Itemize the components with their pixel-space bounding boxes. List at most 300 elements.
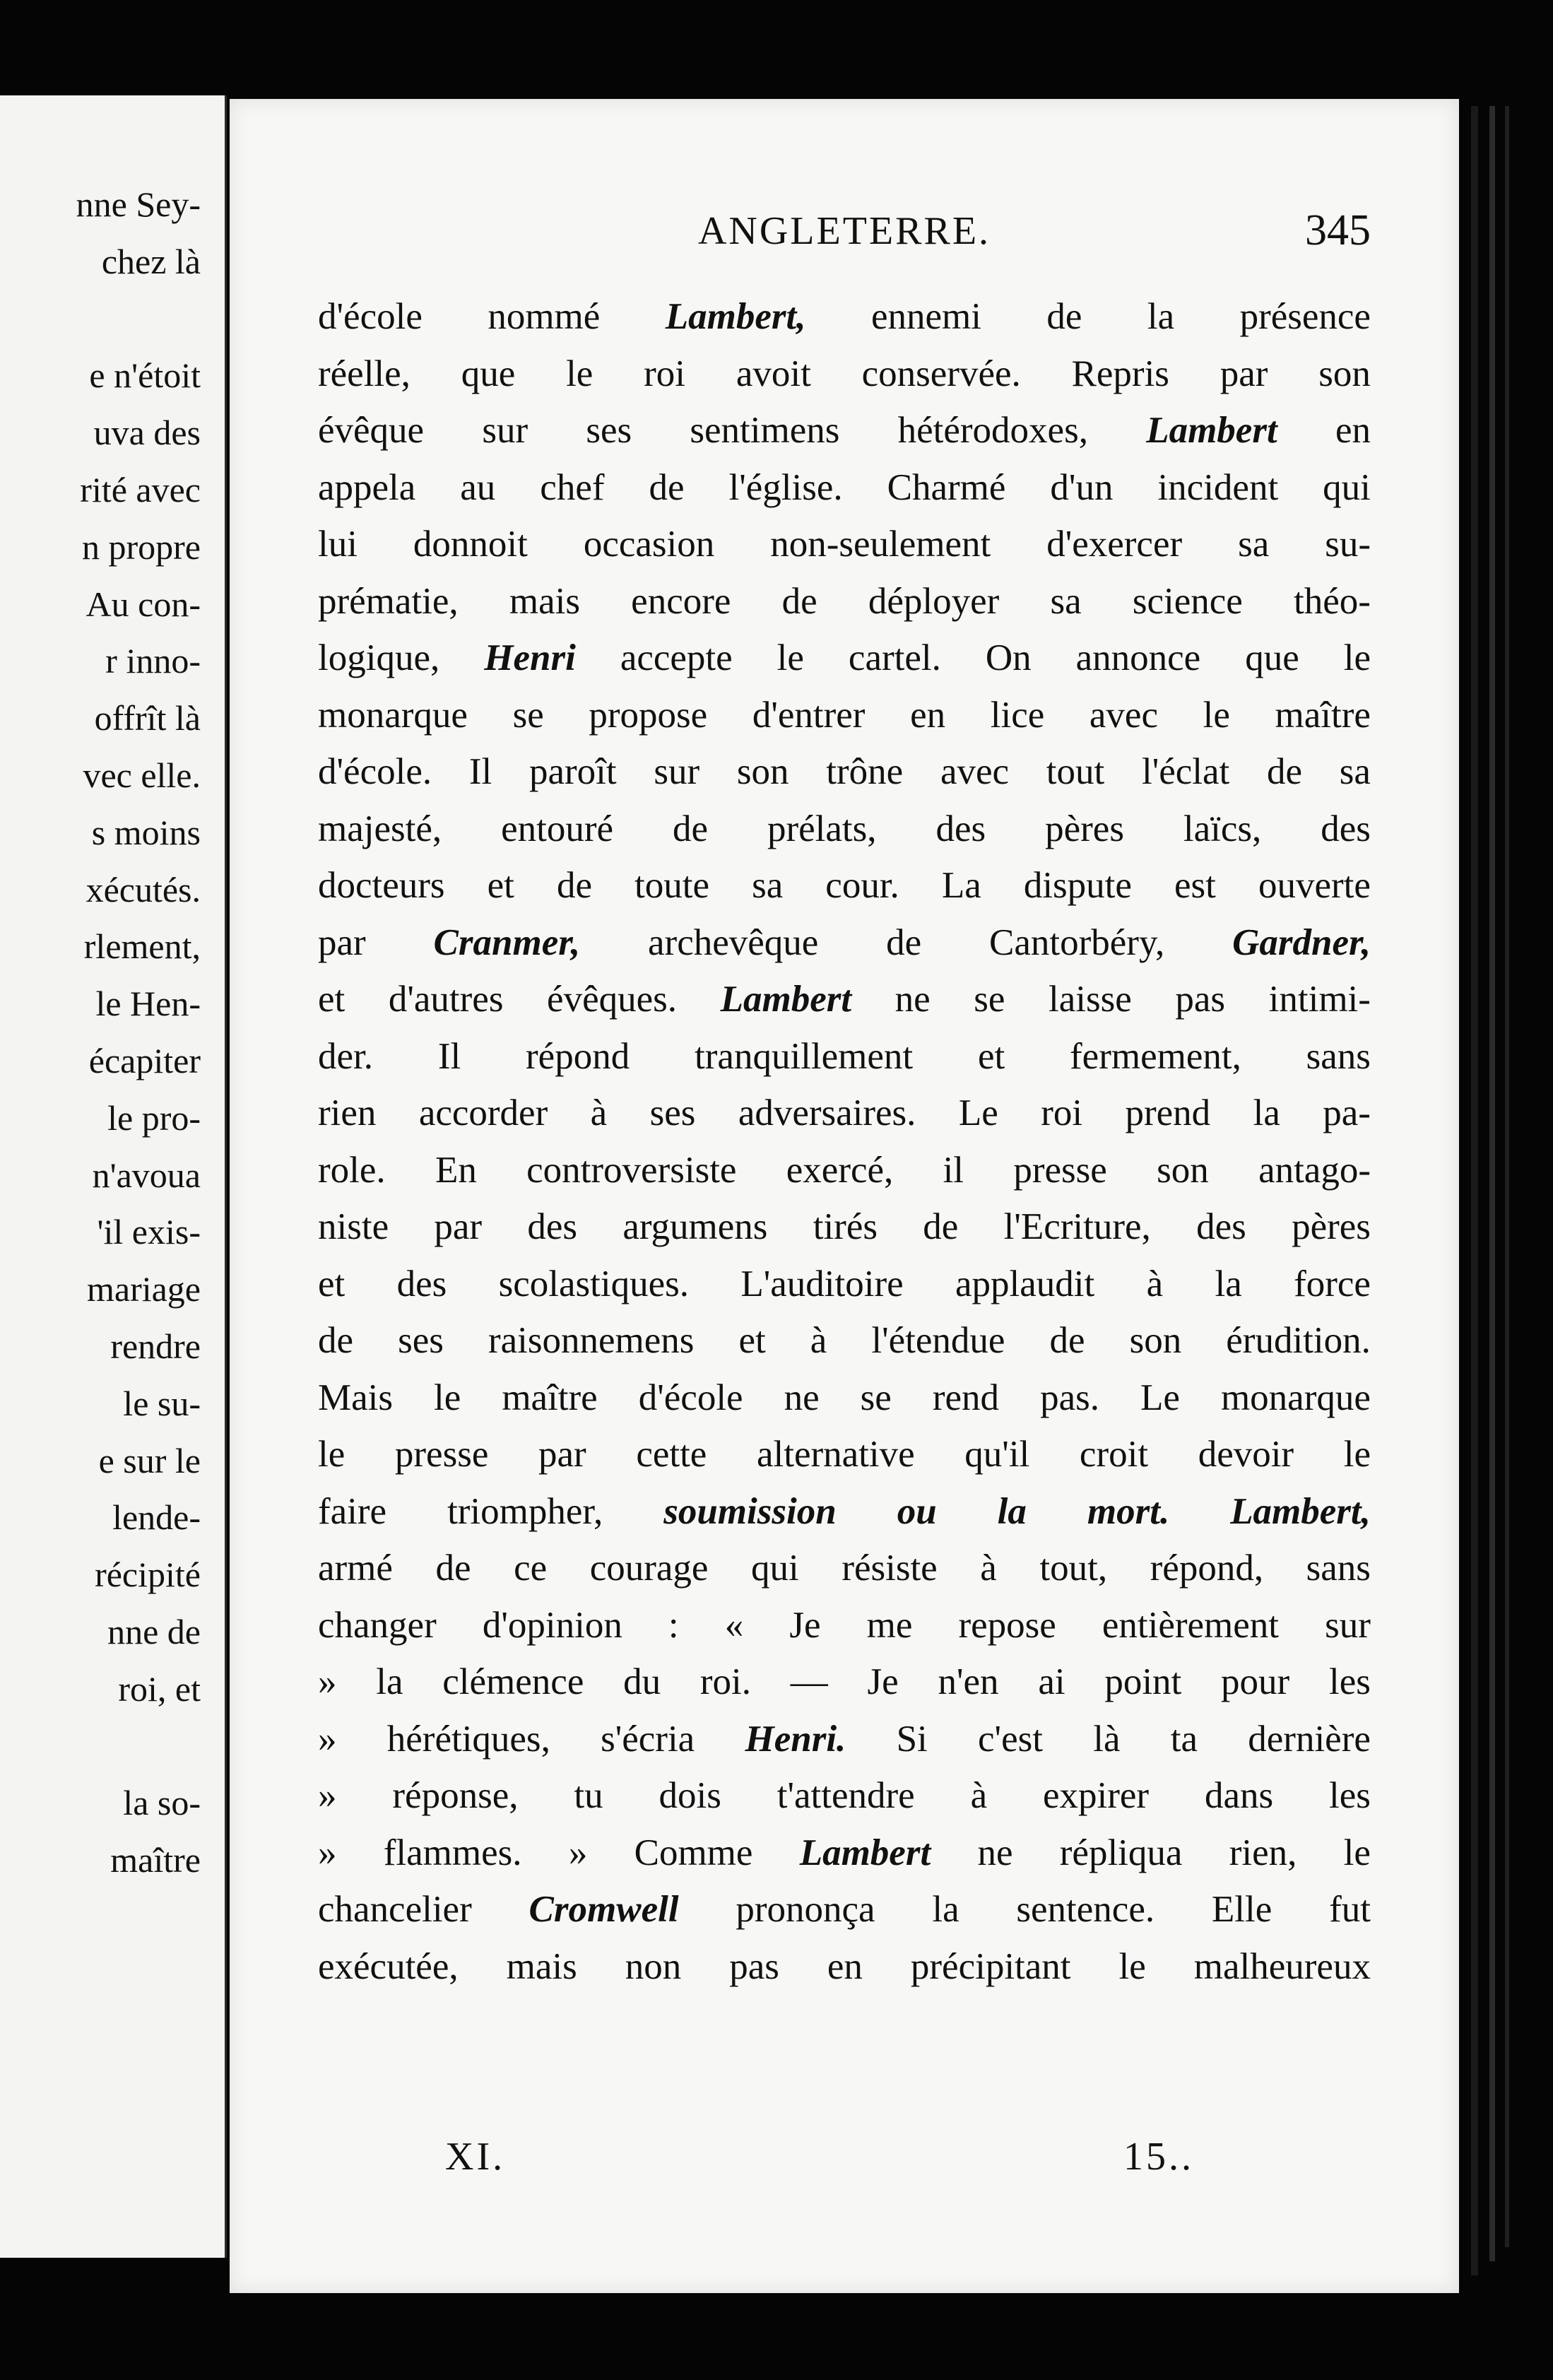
left-page-line: chez là (101, 241, 201, 281)
word: — (790, 1661, 828, 1702)
word: et (487, 865, 514, 906)
word: sa (1339, 751, 1371, 792)
word: par (1220, 353, 1268, 394)
word: dernière (1248, 1718, 1371, 1760)
word: logique, (318, 637, 440, 678)
word: scolastiques. (498, 1263, 689, 1304)
word: flammes. (383, 1832, 522, 1873)
word: ouverte (1258, 865, 1371, 906)
left-page-line: r inno- (105, 641, 201, 681)
word: Charmé (887, 466, 1006, 508)
word: de (1267, 751, 1303, 792)
word: avec (1089, 694, 1158, 736)
word: le (566, 353, 594, 394)
word: me (866, 1604, 913, 1646)
text-line (318, 346, 1371, 403)
text-line (318, 687, 1371, 744)
word: évêque (318, 410, 425, 451)
word: précipitant (910, 1945, 1071, 1987)
text-line (318, 1426, 1371, 1483)
word: maître (1275, 694, 1371, 736)
word: antago- (1258, 1149, 1371, 1191)
word: clémence (442, 1661, 584, 1702)
word: de (673, 808, 709, 849)
text-line (318, 402, 1371, 459)
signature-mark: XI. (445, 2135, 506, 2179)
word: trône (826, 751, 904, 792)
word: ta (1170, 1718, 1198, 1760)
italic-word: Lambert (720, 979, 852, 1020)
word: niste (318, 1206, 389, 1247)
word: ennemi (870, 296, 981, 337)
word: son (736, 751, 789, 792)
italic-word: ou (897, 1490, 937, 1532)
word: exercé, (786, 1149, 894, 1191)
word: se (974, 979, 1005, 1020)
word: à (1146, 1263, 1164, 1304)
left-page-line: xécutés. (85, 869, 201, 909)
left-page-line: e n'étoit (89, 355, 201, 396)
text-line (318, 1198, 1371, 1256)
word: tirés (813, 1206, 878, 1247)
word: de (649, 466, 685, 508)
text-line (318, 743, 1371, 801)
left-page-line: e sur le (98, 1440, 201, 1480)
word: qui (1323, 466, 1371, 508)
italic-word: soumission (663, 1490, 837, 1532)
word: presse (394, 1434, 489, 1475)
running-head: ANGLETERRE. (697, 209, 991, 253)
word: pour (1221, 1661, 1290, 1702)
word: occasion (583, 524, 715, 565)
word: cette (636, 1434, 707, 1475)
word: ses (398, 1320, 444, 1361)
left-page-fragment (0, 95, 227, 2258)
word: le (318, 1434, 346, 1475)
page-edge (1505, 106, 1509, 2247)
text-line (318, 1142, 1371, 1199)
word: l'église. (728, 466, 843, 508)
word: accepte (620, 637, 733, 678)
text-line (318, 914, 1371, 972)
word: tout, (1039, 1548, 1108, 1589)
word: le (1343, 1832, 1371, 1873)
word: courage (589, 1548, 709, 1589)
word: changer (318, 1604, 437, 1646)
body-text (318, 288, 1371, 1995)
word: roi. (699, 1661, 752, 1702)
left-page-line: le Hen- (95, 984, 201, 1024)
word: repose (958, 1604, 1056, 1646)
word: nommé (488, 296, 601, 337)
word: Le (958, 1092, 998, 1133)
word: ses (586, 410, 632, 451)
word: En (435, 1149, 477, 1191)
word: d'école (318, 296, 423, 337)
word: sur (482, 410, 529, 451)
word: archevêque (648, 921, 819, 963)
word: d'autres (388, 979, 504, 1020)
italic-word: mort. (1087, 1490, 1170, 1532)
word: applaudit (955, 1263, 1095, 1304)
word: exécutée, (318, 1945, 459, 1987)
word: pa- (1323, 1092, 1371, 1133)
text-line (318, 1597, 1371, 1654)
left-page-line: nne de (107, 1612, 201, 1651)
word: rien, (1229, 1832, 1297, 1873)
word: presse (1013, 1149, 1107, 1191)
word: son (1318, 353, 1371, 394)
word: ne (894, 979, 931, 1020)
word: adversaires. (738, 1092, 916, 1133)
word: Comme (634, 1832, 753, 1873)
word: d'un (1050, 466, 1114, 508)
page-number: 345 (1305, 206, 1371, 254)
text-line (318, 1938, 1371, 1996)
word: sa (752, 865, 784, 906)
word: « (724, 1604, 744, 1646)
text-line (318, 971, 1371, 1028)
text-line (318, 1881, 1371, 1938)
left-page-line: Au con- (85, 584, 201, 624)
word: réponse, (392, 1775, 519, 1816)
word: dois (659, 1775, 721, 1816)
word: d'exercer (1046, 524, 1183, 565)
left-page-line: la so- (123, 1783, 201, 1823)
word: toute (634, 865, 710, 906)
word: sa (1238, 524, 1270, 565)
word: de (923, 1206, 959, 1247)
word: de (781, 580, 817, 622)
word: d'entrer (752, 694, 866, 736)
word: sentimens (690, 410, 840, 451)
word: du (623, 1661, 661, 1702)
word: Cantorbéry, (989, 921, 1165, 963)
word: sur (1325, 1604, 1371, 1646)
word: devoir (1198, 1434, 1294, 1475)
word: en (1335, 410, 1371, 451)
word: t'attendre (776, 1775, 915, 1816)
word: Je (867, 1661, 899, 1702)
word: paroît (529, 751, 617, 792)
word: l'éclat (1141, 751, 1230, 792)
word: qui (751, 1548, 799, 1589)
word: des (1196, 1206, 1246, 1247)
word: répond, (1150, 1548, 1264, 1589)
italic-word: Gardner, (1232, 921, 1371, 963)
word: role. (318, 1149, 386, 1191)
word: que (461, 353, 516, 394)
word: accorder (418, 1092, 548, 1133)
page-edge (1471, 106, 1478, 2275)
word: pas (1175, 979, 1226, 1020)
word: incident (1157, 466, 1279, 508)
word: qu'il (964, 1434, 1030, 1475)
word: controversiste (526, 1149, 737, 1191)
word: que (1245, 637, 1299, 678)
text-line (318, 1256, 1371, 1313)
word: sans (1306, 1548, 1371, 1589)
word: de (1049, 1320, 1085, 1361)
word: rien (318, 1092, 377, 1133)
word: » (318, 1775, 337, 1816)
word: entièrement (1102, 1604, 1280, 1646)
text-line (318, 1369, 1371, 1427)
word: sur (654, 751, 700, 792)
word: ne (784, 1377, 820, 1418)
word: et (738, 1320, 766, 1361)
word: Repris (1071, 353, 1169, 394)
word: il (943, 1149, 964, 1191)
word: répond (526, 1035, 630, 1077)
word: sa (1050, 580, 1082, 622)
word: : (668, 1604, 679, 1646)
text-line (318, 801, 1371, 858)
word: faire (318, 1490, 387, 1532)
page-edge (1489, 106, 1495, 2261)
word: s'écria (601, 1718, 695, 1760)
word: argumens (622, 1206, 768, 1247)
italic-word: Lambert (799, 1832, 931, 1873)
word: des (396, 1263, 447, 1304)
word: majesté, (318, 808, 442, 849)
word: de (886, 921, 922, 963)
sheet-number: 15.. (1123, 2135, 1194, 2179)
word: à (590, 1092, 608, 1133)
word: en (910, 694, 946, 736)
word: d'école. (318, 751, 432, 792)
word: entouré (501, 808, 614, 849)
word: encore (631, 580, 731, 622)
left-page-line: maître (110, 1840, 201, 1880)
left-page-line: mariage (86, 1269, 201, 1309)
word: cour. (825, 865, 899, 906)
text-line (318, 516, 1371, 573)
text-line (318, 1711, 1371, 1768)
word: et (318, 1263, 346, 1304)
word: Elle (1211, 1889, 1272, 1930)
word: cartel. (848, 637, 941, 678)
word: » (318, 1832, 337, 1873)
word: le (1118, 1945, 1146, 1987)
word: le (1343, 637, 1371, 678)
left-page-line: rendre (110, 1326, 201, 1366)
word: tu (574, 1775, 603, 1816)
word: théo- (1294, 580, 1371, 622)
text-line (318, 1483, 1371, 1540)
italic-word: Henri. (745, 1718, 846, 1760)
word: c'est (978, 1718, 1043, 1760)
text-line (318, 1085, 1371, 1142)
word: malheureux (1193, 1945, 1371, 1987)
word: L'auditoire (740, 1263, 904, 1304)
word: lui (318, 524, 358, 565)
text-line (318, 1654, 1371, 1711)
word: n'en (938, 1661, 999, 1702)
word: d'école (638, 1377, 743, 1418)
left-page-line: rlement, (83, 926, 201, 967)
word: science (1132, 580, 1243, 622)
word: l'étendue (871, 1320, 1005, 1361)
text-line (318, 1540, 1371, 1597)
word: la (932, 1889, 959, 1930)
word: de (556, 865, 592, 906)
word: par (434, 1206, 483, 1247)
word: laïcs, (1183, 808, 1262, 849)
left-page-line: écapiter (88, 1041, 201, 1080)
left-page-line: n'avoua (92, 1155, 201, 1195)
word: la (376, 1661, 403, 1702)
left-page-line: rité avec (80, 470, 201, 509)
word: non-seulement (770, 524, 991, 565)
word: mais (506, 1945, 577, 1987)
word: ce (514, 1548, 548, 1589)
left-page-line: roi, et (118, 1668, 201, 1709)
word: la (1253, 1092, 1280, 1133)
text-line (318, 459, 1371, 517)
word: Si (896, 1718, 928, 1760)
word: su- (1325, 524, 1371, 565)
word: ses (649, 1092, 696, 1133)
word: présence (1239, 296, 1371, 337)
text-line (318, 1028, 1371, 1085)
word: chancelier (318, 1889, 472, 1930)
word: ai (1038, 1661, 1065, 1702)
word: de (318, 1320, 354, 1361)
word: le (434, 1377, 461, 1418)
word: tranquillement (695, 1035, 914, 1077)
word: des (527, 1206, 578, 1247)
word: rend (932, 1377, 1000, 1418)
word: tout (1046, 751, 1105, 792)
word: par (318, 921, 366, 963)
word: prend (1125, 1092, 1211, 1133)
italic-word: Cranmer, (433, 921, 581, 963)
italic-word: Cromwell (529, 1889, 679, 1930)
word: au (460, 466, 496, 508)
text-line (318, 630, 1371, 687)
word: lice (990, 694, 1045, 736)
word: ne (977, 1832, 1013, 1873)
word: pères (1292, 1206, 1371, 1247)
word: fermement, (1070, 1035, 1241, 1077)
word: fut (1329, 1889, 1371, 1930)
word: à (970, 1775, 988, 1816)
word: déployer (868, 580, 1000, 622)
word: pas (729, 1945, 779, 1987)
word: des (935, 808, 986, 849)
word: la (1147, 296, 1175, 337)
word: force (1294, 1263, 1371, 1304)
word: la (1215, 1263, 1242, 1304)
text-line (318, 1825, 1371, 1882)
word: Mais (318, 1377, 393, 1418)
word: roi (644, 353, 686, 394)
word: le (1343, 1434, 1371, 1475)
left-page-line: vec elle. (83, 755, 201, 795)
word: répliqua (1059, 1832, 1183, 1873)
italic-word: Lambert, (665, 296, 806, 337)
word: avoit (736, 353, 811, 394)
word: mais (509, 580, 580, 622)
word: Je (789, 1604, 821, 1646)
left-page-line: s moins (91, 812, 201, 852)
word: Il (468, 751, 492, 792)
italic-word: Lambert, (1230, 1490, 1371, 1532)
word: armé (318, 1548, 393, 1589)
text-line (318, 573, 1371, 630)
word: laisse (1049, 979, 1132, 1020)
word: pères (1045, 808, 1124, 849)
italic-word: Lambert (1146, 410, 1277, 451)
word: sans (1306, 1035, 1371, 1077)
left-page-line: le pro- (107, 1097, 201, 1138)
word: donnoit (413, 524, 528, 565)
word: monarque (318, 694, 468, 736)
word: par (538, 1434, 586, 1475)
word: triompher, (447, 1490, 603, 1532)
word: annonce (1075, 637, 1201, 678)
word: prélats, (767, 808, 877, 849)
text-line (318, 288, 1371, 346)
word: der. (318, 1035, 373, 1077)
word: maître (502, 1377, 598, 1418)
word: prononça (736, 1889, 875, 1930)
word: se (512, 694, 544, 736)
word: son (1157, 1149, 1209, 1191)
word: On (985, 637, 1032, 678)
page-header (318, 208, 1371, 272)
word: appela (318, 466, 416, 508)
word: point (1104, 1661, 1182, 1702)
word: docteurs (318, 865, 445, 906)
text-line (318, 1312, 1371, 1369)
word: Il (437, 1035, 461, 1077)
left-page-line: récipité (95, 1555, 201, 1595)
word: roi (1041, 1092, 1083, 1133)
word: hétérodoxes, (897, 410, 1088, 451)
word: » (568, 1832, 588, 1873)
word: les (1329, 1775, 1371, 1816)
word: à (980, 1548, 997, 1589)
word: monarque (1220, 1377, 1371, 1418)
word: le (1203, 694, 1230, 736)
left-page-line: n propre (82, 526, 201, 567)
word: sentence. (1016, 1889, 1155, 1930)
word: en (827, 1945, 863, 1987)
word: propose (589, 694, 708, 736)
word: avec (940, 751, 1010, 792)
word: » (318, 1718, 337, 1760)
word: se (860, 1377, 892, 1418)
left-page-line: lende- (112, 1497, 201, 1538)
left-page-line: nne Sey- (76, 184, 201, 224)
word: expirer (1043, 1775, 1150, 1816)
word: érudition. (1226, 1320, 1371, 1361)
left-page-line: le su- (123, 1383, 201, 1423)
word: croit (1079, 1434, 1149, 1475)
word: Le (1140, 1377, 1180, 1418)
word: le (776, 637, 804, 678)
word: de (435, 1548, 471, 1589)
word: là (1093, 1718, 1121, 1760)
word: des (1321, 808, 1371, 849)
word: conservée. (861, 353, 1021, 394)
word: alternative (756, 1434, 915, 1475)
left-page-line: 'il exis- (97, 1212, 201, 1252)
text-line (318, 1767, 1371, 1825)
word: et (977, 1035, 1005, 1077)
